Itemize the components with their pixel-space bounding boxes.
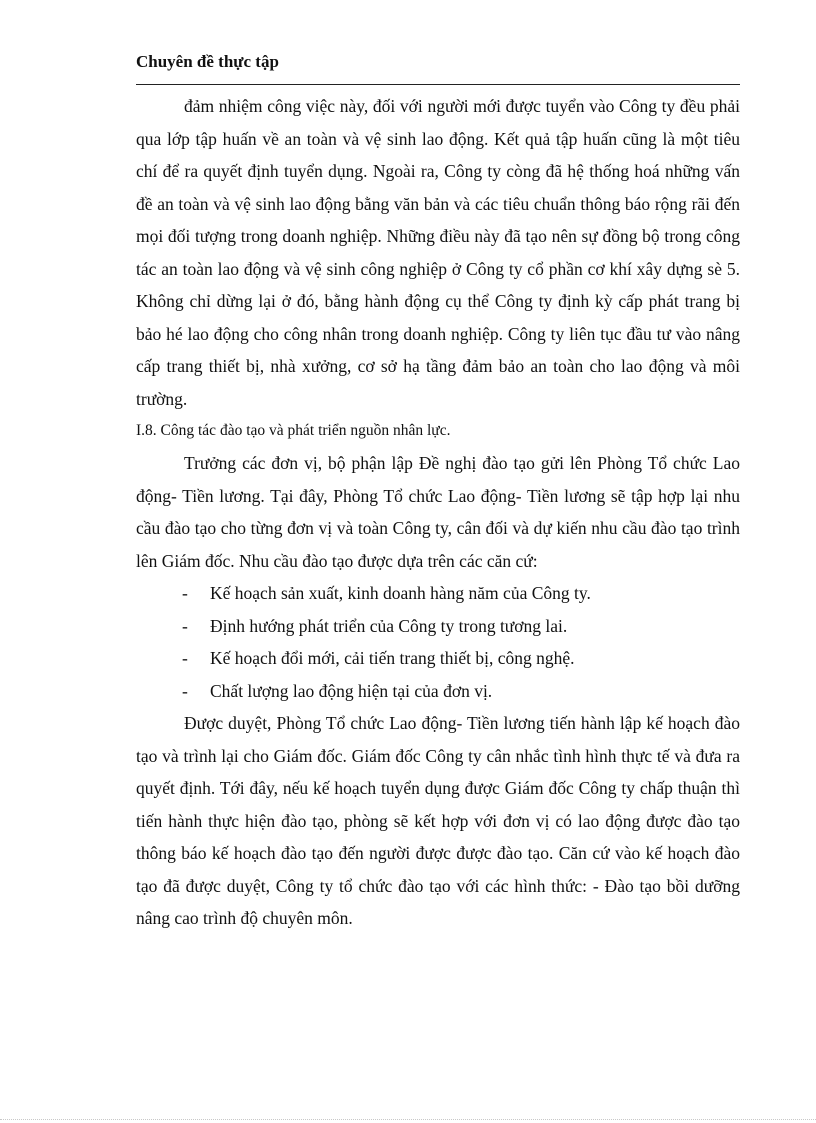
bullet-marker: -	[182, 680, 188, 701]
bullet-marker: -	[182, 615, 188, 636]
list-item-text: Kế hoạch sản xuất, kinh doanh hàng năm của Công ty.	[210, 583, 591, 603]
bullet-marker: -	[182, 648, 188, 668]
list-item-text: Kế hoạch đổi mới, cải tiến trang thiết bị, công nghệ.	[210, 648, 575, 668]
list-item	[136, 642, 740, 675]
list-item	[136, 610, 740, 643]
list-item-text: Chất lượng lao động hiện tại của đơn vị.	[210, 680, 493, 701]
bullet-list	[136, 577, 740, 707]
page-bottom-border	[0, 1119, 816, 1120]
paragraph-training-plan: Được duyệt, Phòng Tổ chức Lao động- Tiền lương tiến hành lập kế hoạch đào tạo và trình lại cho Giám đốc. Giám đốc Công ty cân nhắc tình hình thực tế và đưa ra quyết định. Tới đây, nếu kế hoạch tuyển dụng được Giám đốc Công ty chấp thuận thì tiến hành thực hiện đào tạo, phòng sẽ kết hợp với đơn vị có lao động được đào tạo thông báo kế hoạch đào tạo đến người được được đào tạo. Căn cứ vào kế hoạch đào tạo đã được duyệt, Công ty tổ chức đào tạo với các hình thức: - Đào tạo bồi dưỡng nâng cao trình độ chuyên môn.	[136, 713, 740, 928]
list-item-text: Định hướng phát triển của Công ty trong tương lai.	[210, 615, 568, 636]
section-heading: I.8. Công tác đào tạo và phát triển nguồn nhân lực.	[136, 422, 451, 439]
page-header-title: Chuyên đề thực tập	[136, 52, 279, 71]
paragraph-training-needs: Trưởng các đơn vị, bộ phận lập Đề nghị đào tạo gửi lên Phòng Tổ chức Lao động- Tiền lương. Tại đây, Phòng Tổ chức Lao động- Tiền lương sẽ tập hợp lại nhu cầu đào tạo cho từng đơn vị và toàn Công ty, cân đối và dự kiến nhu cầu đào tạo trình lên Giám đốc. Nhu cầu đào tạo được dựa trên các căn cứ:	[136, 453, 740, 571]
header-divider	[136, 84, 740, 85]
list-item	[136, 675, 740, 708]
document-body	[136, 90, 740, 935]
list-item	[136, 577, 740, 610]
bullet-marker: -	[182, 583, 188, 603]
paragraph-safety-training: đảm nhiệm công việc này, đối với người mới được tuyển vào Công ty đều phải qua lớp tập huấn về an toàn và vệ sinh lao động. Kết quả tập huấn cũng là một tiêu chí để ra quyết định tuyển dụng. Ngoài ra, Công ty còng đã hệ thống hoá những vấn đề an toàn và vệ sinh lao động bằng văn bản và các tiêu chuẩn thông báo rộng rãi đến mọi đối tượng trong doanh nghiệp. Những điều này đã tạo nên sự đồng bộ trong công tác an toàn lao động và vệ sinh công nghiệp ở Công ty cổ phần cơ khí xây dựng sè 5. Không chỉ dừng lại ở đó, bằng hành động cụ thể Công ty định kỳ cấp phát trang bị bảo hé lao động cho công nhân trong doanh nghiệp. Công ty liên tục đầu tư vào nâng cấp trang thiết bị, nhà xưởng, cơ sở hạ tầng đảm bảo an toàn cho lao động và môi trường.	[136, 96, 740, 409]
